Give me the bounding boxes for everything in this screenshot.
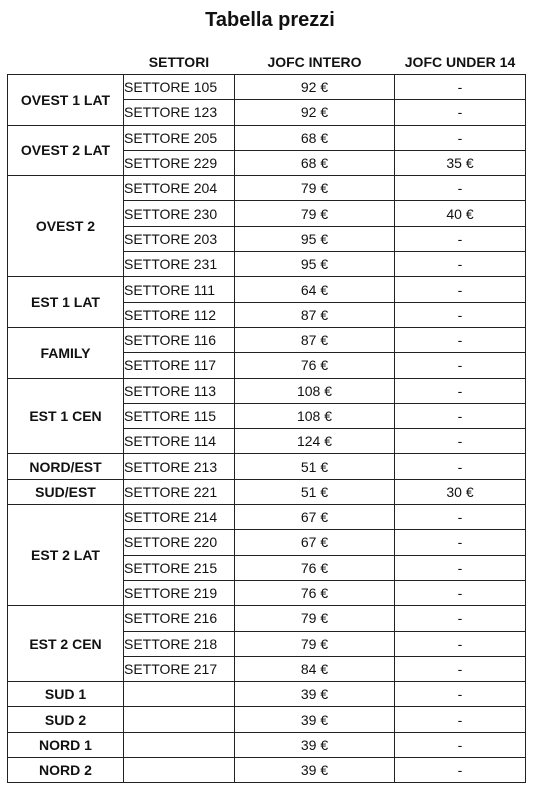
settore-cell: SETTORE 231	[124, 252, 235, 277]
under14-price-cell: -	[395, 226, 526, 251]
zone-cell: FAMILY	[8, 327, 124, 378]
table-row	[8, 125, 526, 150]
table-row	[8, 682, 526, 707]
intero-price-cell: 67 €	[235, 530, 395, 555]
settore-cell: SETTORE 215	[124, 555, 235, 580]
under14-price-cell: -	[395, 125, 526, 150]
under14-price-cell: -	[395, 252, 526, 277]
settore-cell: SETTORE 217	[124, 656, 235, 681]
intero-price-cell: 68 €	[235, 125, 395, 150]
price-table	[7, 50, 526, 783]
page-title: Tabella prezzi	[205, 9, 335, 31]
intero-price-cell: 67 €	[235, 505, 395, 530]
table-row	[8, 732, 526, 757]
under14-price-cell: 35 €	[395, 150, 526, 175]
intero-price-cell: 39 €	[235, 707, 395, 732]
settore-cell: SETTORE 220	[124, 530, 235, 555]
table-row	[8, 707, 526, 732]
under14-price-cell: -	[395, 555, 526, 580]
zone-cell: NORD 2	[8, 758, 124, 783]
intero-price-cell: 68 €	[235, 150, 395, 175]
under14-price-cell: -	[395, 454, 526, 479]
intero-price-cell: 84 €	[235, 656, 395, 681]
settore-cell: SETTORE 219	[124, 580, 235, 605]
header-jofc-under-14: JOFC UNDER 14	[404, 54, 516, 70]
intero-price-cell: 108 €	[235, 403, 395, 428]
settore-cell: SETTORE 114	[124, 429, 235, 454]
table-row	[8, 277, 526, 302]
intero-price-cell: 79 €	[235, 631, 395, 656]
intero-price-cell: 92 €	[235, 75, 395, 100]
intero-price-cell: 51 €	[235, 454, 395, 479]
under14-price-cell: -	[395, 277, 526, 302]
intero-price-cell: 108 €	[235, 378, 395, 403]
settore-cell: SETTORE 112	[124, 302, 235, 327]
settore-cell: SETTORE 203	[124, 226, 235, 251]
intero-price-cell: 39 €	[235, 682, 395, 707]
intero-price-cell: 95 €	[235, 252, 395, 277]
table-row	[8, 479, 526, 504]
table-row	[8, 327, 526, 352]
header-jofc-intero: JOFC INTERO	[267, 54, 362, 70]
settore-cell	[124, 732, 235, 757]
under14-price-cell: -	[395, 378, 526, 403]
intero-price-cell: 64 €	[235, 277, 395, 302]
settore-cell: SETTORE 216	[124, 606, 235, 631]
table-row	[8, 75, 526, 100]
under14-price-cell: -	[395, 403, 526, 428]
intero-price-cell: 39 €	[235, 732, 395, 757]
table-row	[8, 454, 526, 479]
intero-price-cell: 79 €	[235, 201, 395, 226]
settore-cell	[124, 707, 235, 732]
under14-price-cell: -	[395, 682, 526, 707]
intero-price-cell: 76 €	[235, 555, 395, 580]
under14-price-cell: -	[395, 606, 526, 631]
under14-price-cell: -	[395, 758, 526, 783]
zone-cell: EST 2 LAT	[8, 505, 124, 606]
under14-price-cell: -	[395, 429, 526, 454]
table-row	[8, 758, 526, 783]
under14-price-cell: -	[395, 580, 526, 605]
under14-price-cell: -	[395, 302, 526, 327]
zone-cell: NORD/EST	[8, 454, 124, 479]
zone-cell: SUD/EST	[8, 479, 124, 504]
intero-price-cell: 95 €	[235, 226, 395, 251]
header-row	[8, 50, 526, 75]
header-zone	[8, 50, 124, 75]
intero-price-cell: 87 €	[235, 302, 395, 327]
under14-price-cell: 30 €	[395, 479, 526, 504]
under14-price-cell: -	[395, 176, 526, 201]
under14-price-cell: -	[395, 75, 526, 100]
intero-price-cell: 79 €	[235, 606, 395, 631]
under14-price-cell: -	[395, 530, 526, 555]
settore-cell: SETTORE 214	[124, 505, 235, 530]
settore-cell: SETTORE 204	[124, 176, 235, 201]
settore-cell: SETTORE 218	[124, 631, 235, 656]
zone-cell: NORD 1	[8, 732, 124, 757]
zone-cell: OVEST 2	[8, 176, 124, 277]
under14-price-cell: 40 €	[395, 201, 526, 226]
zone-cell: SUD 2	[8, 707, 124, 732]
settore-cell: SETTORE 117	[124, 353, 235, 378]
table-row	[8, 176, 526, 201]
zone-cell: SUD 1	[8, 682, 124, 707]
settore-cell: SETTORE 221	[124, 479, 235, 504]
table-row	[8, 606, 526, 631]
table-row	[8, 505, 526, 530]
under14-price-cell: -	[395, 505, 526, 530]
zone-cell: EST 2 CEN	[8, 606, 124, 682]
intero-price-cell: 76 €	[235, 353, 395, 378]
intero-price-cell: 87 €	[235, 327, 395, 352]
settore-cell	[124, 758, 235, 783]
settore-cell: SETTORE 111	[124, 277, 235, 302]
settore-cell: SETTORE 105	[124, 75, 235, 100]
settore-cell	[124, 682, 235, 707]
settore-cell: SETTORE 205	[124, 125, 235, 150]
table-row	[8, 378, 526, 403]
intero-price-cell: 92 €	[235, 100, 395, 125]
under14-price-cell: -	[395, 732, 526, 757]
header-settori: SETTORI	[148, 54, 210, 70]
under14-price-cell: -	[395, 631, 526, 656]
intero-price-cell: 39 €	[235, 758, 395, 783]
under14-price-cell: -	[395, 707, 526, 732]
under14-price-cell: -	[395, 353, 526, 378]
zone-cell: OVEST 1 LAT	[8, 75, 124, 126]
settore-cell: SETTORE 115	[124, 403, 235, 428]
settore-cell: SETTORE 213	[124, 454, 235, 479]
under14-price-cell: -	[395, 656, 526, 681]
settore-cell: SETTORE 113	[124, 378, 235, 403]
price-table-body	[8, 75, 526, 783]
intero-price-cell: 51 €	[235, 479, 395, 504]
settore-cell: SETTORE 123	[124, 100, 235, 125]
intero-price-cell: 124 €	[235, 429, 395, 454]
zone-cell: OVEST 2 LAT	[8, 125, 124, 176]
settore-cell: SETTORE 230	[124, 201, 235, 226]
intero-price-cell: 76 €	[235, 580, 395, 605]
settore-cell: SETTORE 116	[124, 327, 235, 352]
intero-price-cell: 79 €	[235, 176, 395, 201]
zone-cell: EST 1 CEN	[8, 378, 124, 454]
zone-cell: EST 1 LAT	[8, 277, 124, 328]
settore-cell: SETTORE 229	[124, 150, 235, 175]
under14-price-cell: -	[395, 327, 526, 352]
under14-price-cell: -	[395, 100, 526, 125]
